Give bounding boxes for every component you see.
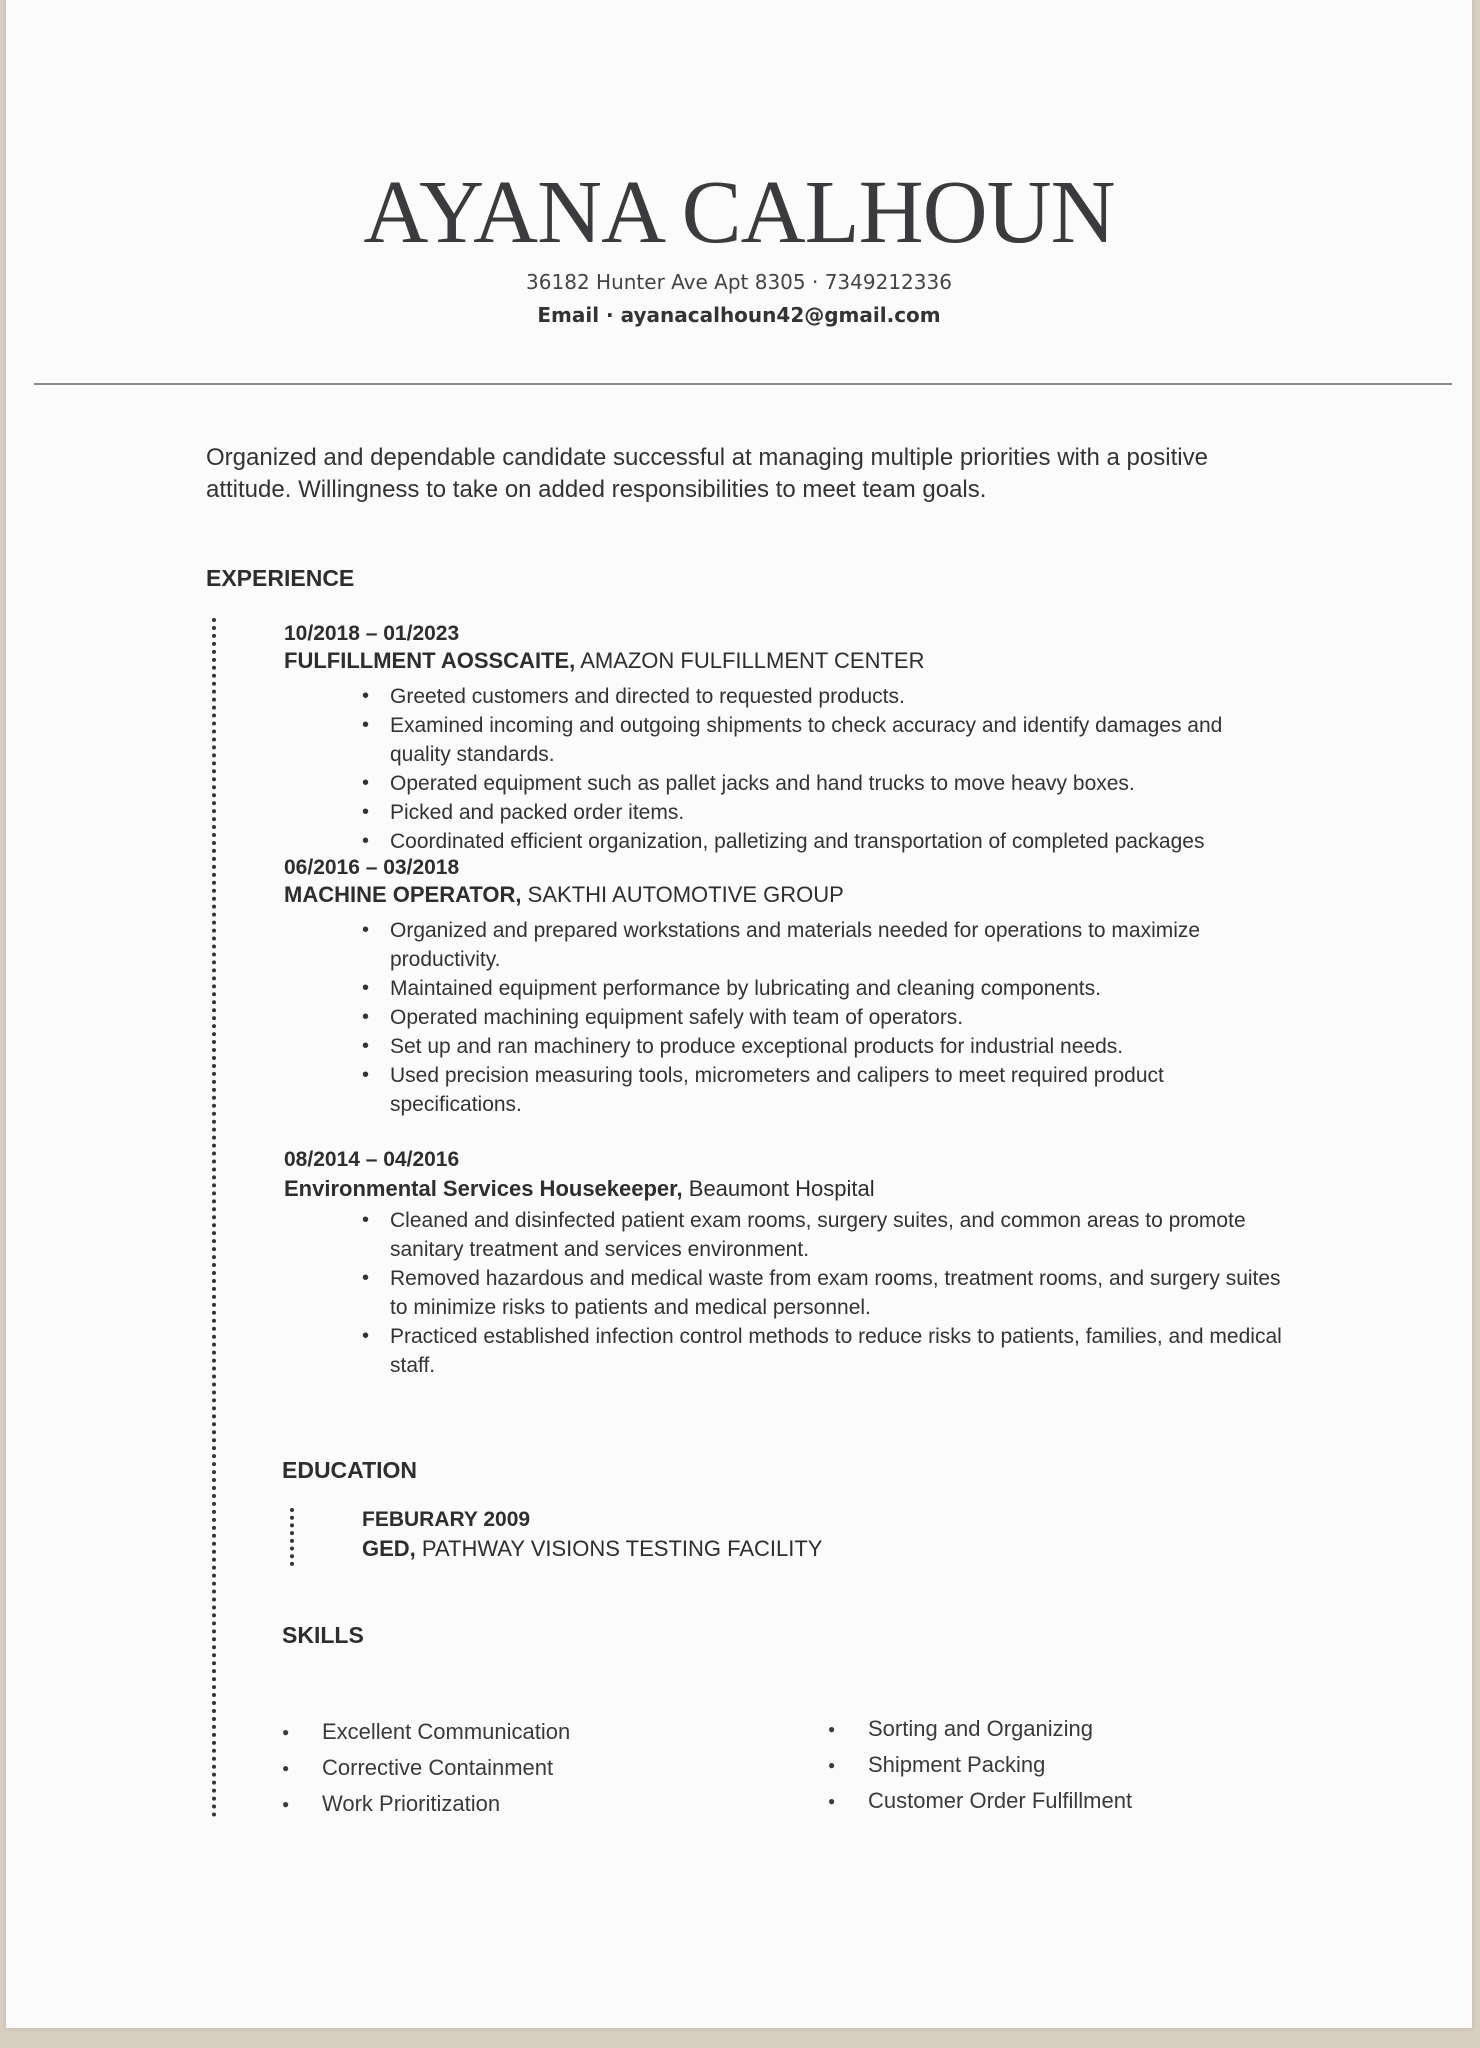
skill-item: ● Shipment Packing — [828, 1747, 1132, 1783]
job-2-dates: 06/2016 – 03/2018 — [284, 856, 460, 879]
experience-heading: EXPERIENCE — [206, 565, 355, 591]
job-3-bullets — [366, 1206, 1286, 1380]
education-heading: EDUCATION — [282, 1457, 418, 1483]
list-item: • Set up and ran machinery to produce exceptional products for industrial needs. — [366, 1032, 1286, 1061]
list-item: • Operated machining equipment safely with team of operators. — [366, 1003, 1286, 1032]
list-item: • Maintained equipment performance by lubricating and cleaning components. — [366, 974, 1286, 1003]
job-1-bullets — [366, 682, 1286, 856]
resume-page — [6, 0, 1472, 2028]
list-item: • Cleaned and disinfected patient exam rooms, surgery suites, and common areas to promote sanitary treatment and services environment. — [366, 1206, 1286, 1264]
education-dotted-rule — [290, 1508, 294, 1566]
job-2-position: MACHINE OPERATOR, — [284, 882, 522, 907]
job-3-dates: 08/2014 – 04/2016 — [284, 1148, 460, 1171]
job-1-dates: 10/2018 – 01/2023 — [284, 622, 460, 645]
list-item: • Examined incoming and outgoing shipments to check accuracy and identify damages and quality standards. — [366, 711, 1286, 769]
experience-dotted-rule — [212, 618, 216, 1818]
job-1-position: FULFILLMENT AOSSCAITE, — [284, 648, 576, 673]
address-phone: 36182 Hunter Ave Apt 8305 · 7349212336 — [526, 270, 952, 294]
job-3-title — [284, 1176, 875, 1202]
skill-item: ● Sorting and Organizing — [828, 1711, 1132, 1747]
list-item: • Greeted customers and directed to requested products. — [366, 682, 1286, 711]
candidate-name: AYANA CALHOUN — [363, 163, 1115, 262]
skills-list-right — [828, 1711, 1132, 1819]
list-item: • Used precision measuring tools, micrometers and calipers to meet required product specifications. — [366, 1061, 1286, 1119]
skill-item: ● Customer Order Fulfillment — [828, 1783, 1132, 1819]
job-2-employer: SAKTHI AUTOMOTIVE GROUP — [527, 882, 844, 907]
skill-item: ● Corrective Containment — [282, 1750, 570, 1786]
list-item: • Coordinated efficient organization, palletizing and transportation of completed packages — [366, 827, 1286, 856]
job-2-title — [284, 882, 844, 908]
job-1-employer: AMAZON FULFILLMENT CENTER — [580, 648, 925, 673]
job-3-employer: Beaumont Hospital — [688, 1176, 875, 1201]
email-line: Email · ayanacalhoun42@gmail.com — [537, 303, 941, 327]
skills-heading: SKILLS — [282, 1622, 364, 1648]
job-2-bullets — [366, 916, 1286, 1119]
list-item: • Practiced established infection control methods to reduce risks to patients, families, and medical staff. — [366, 1322, 1286, 1380]
education-degree: GED, — [362, 1536, 416, 1561]
header-divider — [34, 383, 1452, 385]
list-item: • Organized and prepared workstations and materials needed for operations to maximize productivity. — [366, 916, 1286, 974]
job-3-position: Environmental Services Housekeeper, — [284, 1176, 683, 1201]
list-item: • Removed hazardous and medical waste from exam rooms, treatment rooms, and surgery suites to minimize risks to patients and medical personnel. — [366, 1264, 1286, 1322]
skills-list-left — [282, 1714, 570, 1822]
skill-item: ● Excellent Communication — [282, 1714, 570, 1750]
education-school: PATHWAY VISIONS TESTING FACILITY — [421, 1536, 823, 1561]
education-date: FEBURARY 2009 — [362, 1508, 531, 1531]
education-line — [362, 1536, 822, 1562]
skill-item: ● Work Prioritization — [282, 1786, 570, 1822]
list-item: • Picked and packed order items. — [366, 798, 1286, 827]
list-item: • Operated equipment such as pallet jacks and hand trucks to move heavy boxes. — [366, 769, 1286, 798]
job-1-title — [284, 648, 925, 674]
summary-paragraph: Organized and dependable candidate successful at managing multiple priorities with a positive attitude. Willingness to take on added responsibilities to meet team goals. — [206, 444, 1208, 503]
